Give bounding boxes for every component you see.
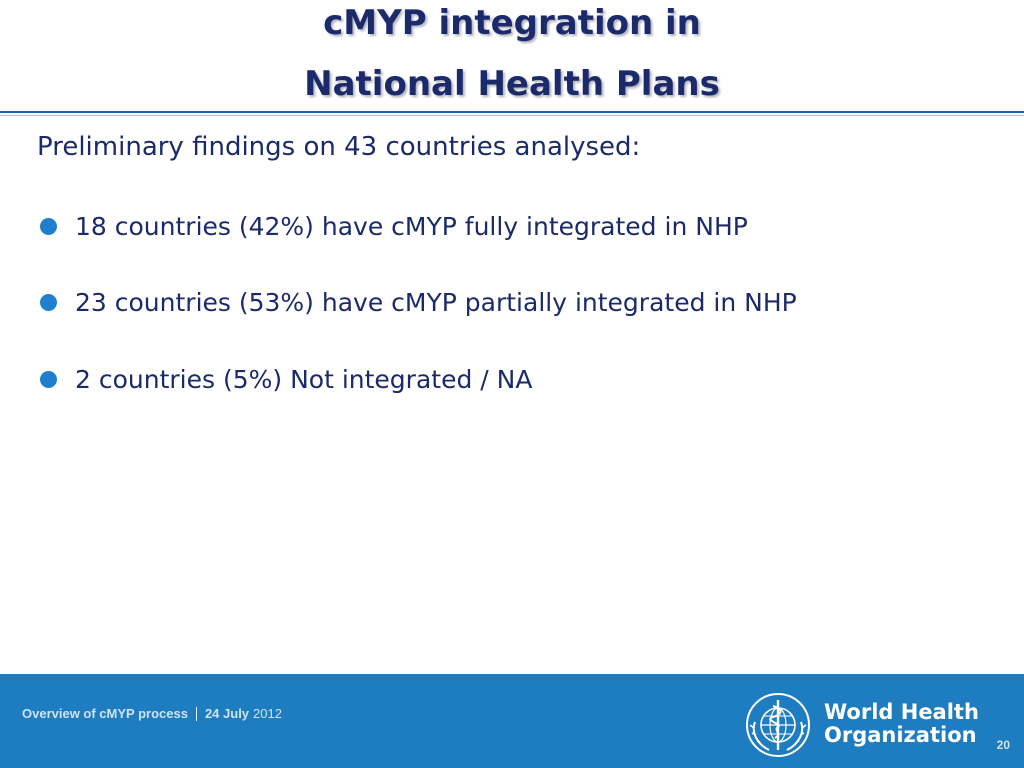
title-line-2: National Health Plans	[304, 64, 720, 104]
footer-bar	[0, 674, 1024, 768]
bullet-item	[40, 361, 532, 397]
footer-separator	[196, 707, 197, 721]
bullet-item	[40, 284, 797, 320]
bullet-dot-icon	[40, 294, 57, 311]
bullet-dot-icon	[40, 218, 57, 235]
org-line-2: Organization	[824, 723, 977, 747]
footer-caption	[22, 706, 282, 721]
date-year: 2012	[253, 706, 282, 721]
bullet-dot-icon	[40, 371, 57, 388]
bullet-text: 18 countries (42%) have cMYP fully integrated in NHP	[75, 211, 748, 241]
presentation-title: Overview of cMYP process	[22, 706, 188, 721]
intro-text: Preliminary findings on 43 countries analysed:	[37, 132, 641, 162]
organization-name	[824, 701, 979, 747]
bullet-text: 23 countries (53%) have cMYP partially integrated in NHP	[75, 287, 797, 317]
page-number: 20	[996, 738, 1010, 752]
date-day: 24 July	[204, 706, 250, 721]
title-divider	[0, 111, 1024, 113]
org-line-1: World Health	[824, 700, 979, 724]
bullet-text: 2 countries (5%) Not integrated / NA	[75, 364, 533, 394]
title-line-1: cMYP integration in	[323, 3, 701, 43]
who-emblem-icon	[745, 692, 811, 758]
title-divider-light	[0, 115, 1024, 116]
bullet-item	[40, 208, 748, 244]
